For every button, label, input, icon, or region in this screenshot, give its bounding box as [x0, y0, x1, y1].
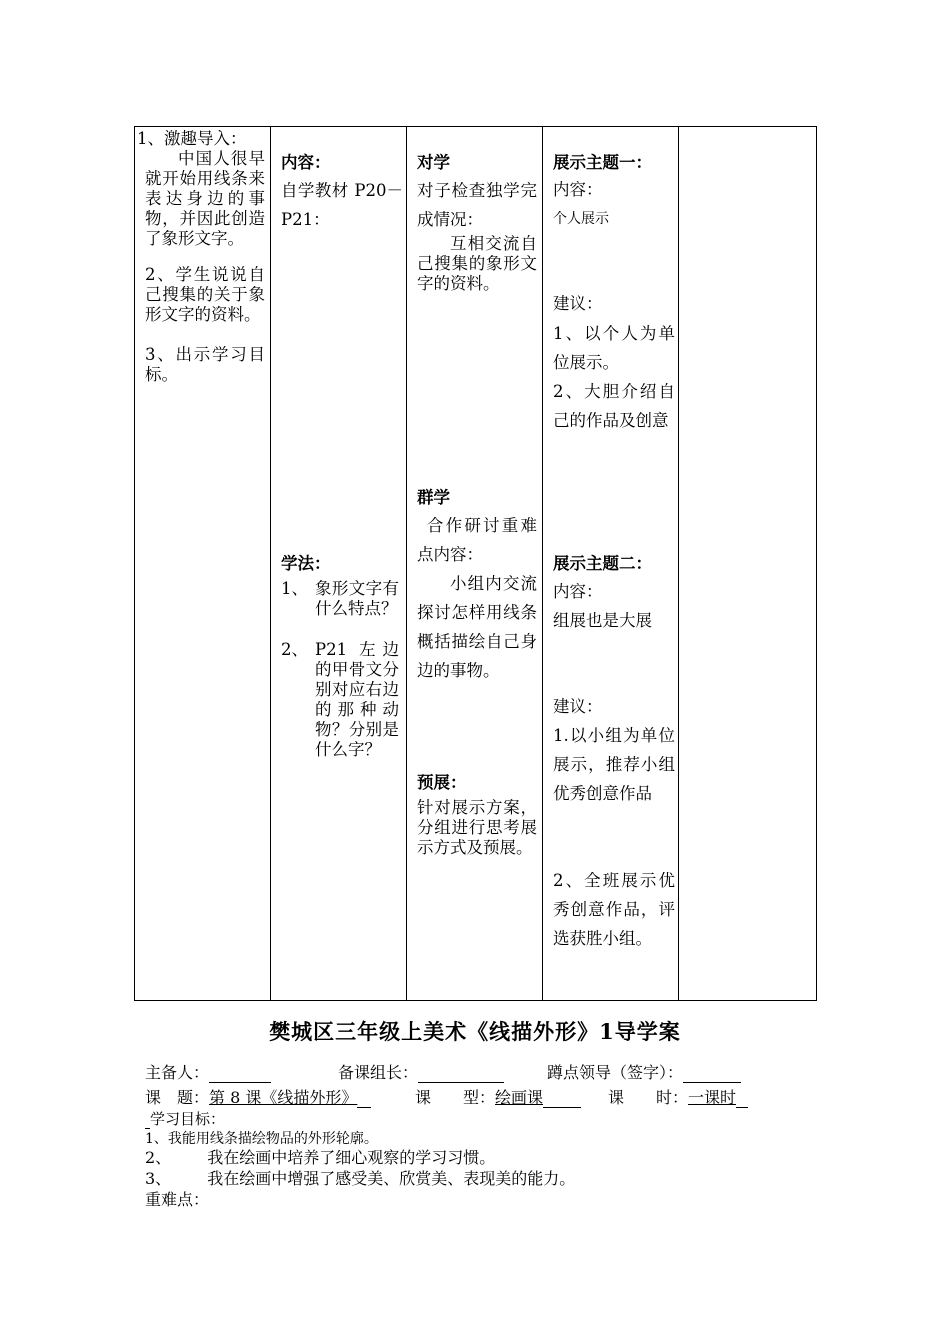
objective-3-text: 我在绘画中增强了感受美、欣赏美、表现美的能力。: [207, 1169, 576, 1188]
preparer-blank[interactable]: [209, 1082, 271, 1083]
lesson-plan-table: [134, 126, 817, 1001]
objective-3-number: 3、: [145, 1169, 172, 1188]
topic-value: 第 8 课《线描外形》: [209, 1088, 358, 1107]
presentation-1-suggestion-label: 建议：: [553, 294, 603, 313]
presentation-2-content: 组展也是大展: [553, 611, 652, 630]
intro-step-1: 1、激趣导入：: [137, 129, 247, 148]
column-introduction: [135, 127, 271, 1001]
presentation-1-suggestion-2: 2、大胆介绍自己的作品及创意: [553, 382, 675, 430]
presentation-2-suggestion-1: 1.以小组为单位展示，推荐小组优秀创意作品: [553, 726, 675, 803]
question-1-number: 1、: [281, 579, 308, 598]
pair-study-heading: 对学: [417, 153, 450, 172]
presentation-2-suggestion-label: 建议：: [553, 697, 603, 716]
objective-1: 1、我能用线条描绘物品的外形轮廓。: [145, 1131, 378, 1147]
leader-signature-blank[interactable]: [683, 1082, 741, 1083]
preview-heading: 预展：: [417, 773, 467, 792]
leader-label: 蹲点领导（签字）：: [547, 1063, 684, 1082]
objectives-heading: [145, 1109, 225, 1129]
group-leader-label: 备课组长：: [338, 1063, 419, 1082]
column-presentation: [543, 127, 679, 1001]
hours-field: [608, 1088, 748, 1108]
column-notes: [679, 127, 817, 1001]
topic-field: [145, 1088, 371, 1108]
question-2-number: 2、: [281, 640, 308, 659]
presentation-1-heading: 展示主题一：: [553, 153, 652, 172]
pair-study-check: 对子检查独学完成情况：: [417, 181, 537, 229]
objectives-heading-text: 学习目标：: [150, 1110, 226, 1128]
difficulty-heading: 重难点：: [145, 1190, 210, 1209]
objective-3: [145, 1169, 575, 1189]
column-self-study: [271, 127, 407, 1001]
question-1: 象形文字有什么特点？: [315, 579, 399, 618]
presentation-1-content-label: 内容：: [553, 180, 603, 199]
preparer-field: [145, 1063, 271, 1083]
self-study-content-heading: 内容：: [281, 153, 331, 172]
type-label: 课 型：: [415, 1088, 496, 1107]
intro-step-3: 3、出示学习目标。: [145, 345, 265, 384]
group-leader-field: [338, 1063, 504, 1083]
presentation-2-heading: 展示主题二：: [553, 554, 652, 573]
type-value: 绘画课: [495, 1088, 544, 1107]
pair-study-exchange: 互相交流自己搜集的象形文字的资料。: [417, 234, 537, 293]
presentation-2-suggestion-2: 2、全班展示优秀创意作品，评选获胜小组。: [553, 871, 675, 948]
preparer-label: 主备人：: [145, 1063, 210, 1082]
self-study-content: 自学教材 P20－P21：: [281, 181, 403, 229]
presentation-1-suggestion-1: 1、以个人为单位展示。: [553, 324, 675, 372]
objective-2-text: 我在绘画中培养了细心观察的学习习惯。: [207, 1148, 496, 1167]
topic-label: 课 题：: [145, 1088, 210, 1107]
group-study-heading: 群学: [417, 488, 450, 507]
column-pair-group-study: [407, 127, 543, 1001]
objective-2: [145, 1148, 495, 1168]
self-study-method-heading: 学法：: [281, 554, 331, 573]
group-study-topic: 合作研讨重难点内容：: [417, 516, 537, 564]
leader-field: [547, 1063, 741, 1083]
intro-text: 中国人很早就开始用线条来表达身边的事物，并因此创造了象形文字。: [145, 149, 265, 248]
objective-2-number: 2、: [145, 1148, 172, 1167]
presentation-1-content: 个人展示: [553, 211, 609, 227]
hours-value: 一课时: [688, 1088, 737, 1107]
intro-step-2: 2、学生说说自己搜集的关于象形文字的资料。: [145, 265, 265, 324]
document-title: 樊城区三年级上美术《线描外形》1导学案: [269, 1019, 681, 1044]
question-2: P21 左边的甲骨文分别对应右边的那种动物？分别是什么字？: [315, 640, 399, 759]
group-leader-blank[interactable]: [418, 1082, 504, 1083]
group-study-discussion: 小组内交流探讨怎样用线条概括描绘自己身边的事物。: [417, 574, 537, 680]
presentation-2-content-label: 内容：: [553, 582, 603, 601]
preview-text: 针对展示方案，分组进行思考展示方式及预展。: [417, 798, 537, 857]
type-field: [415, 1088, 581, 1108]
hours-label: 课 时：: [608, 1088, 689, 1107]
